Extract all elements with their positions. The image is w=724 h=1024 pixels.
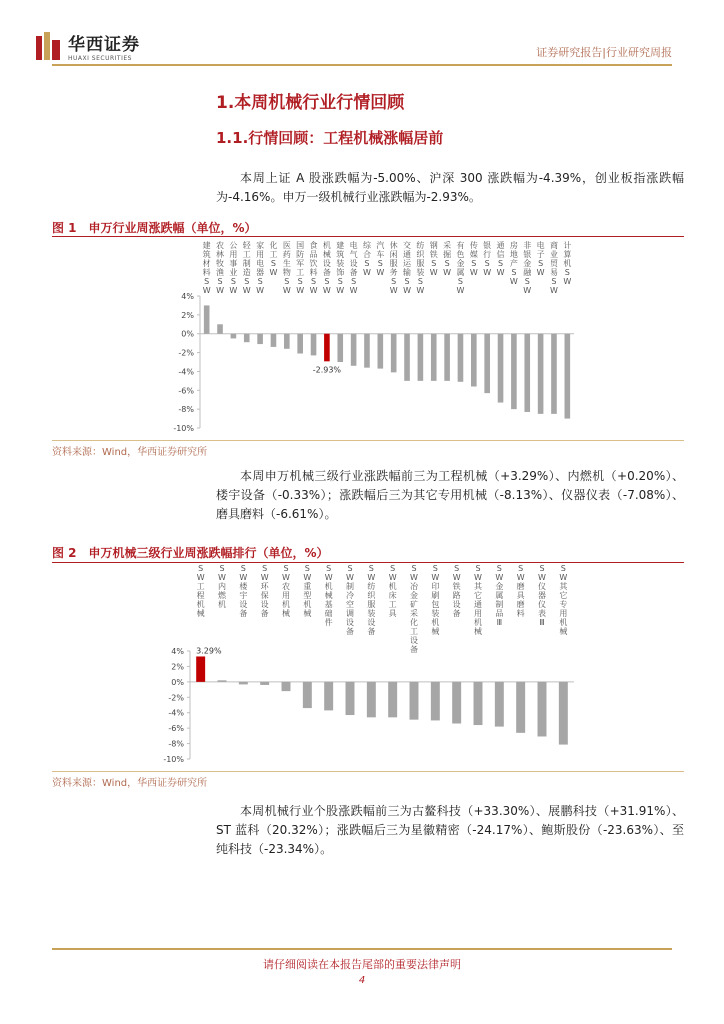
paragraph-stocks: 本周机械行业个股涨跌幅前三为古鳌科技（+33.30%）、展鹏科技（+31.91%）、ST 蓝科（20.32%）；涨跌幅后三为星徽精密（-24.17%）、鲍斯股份（-23.63%）、至纯科技（-23.34%）。 bbox=[216, 804, 684, 856]
subsection-heading: 1.1.行情回顾：工程机械涨幅居前 bbox=[216, 129, 444, 147]
bar bbox=[495, 682, 504, 727]
page-number: 4 bbox=[358, 975, 366, 986]
bar bbox=[471, 334, 477, 387]
category-label: S W 制冷空调设备 bbox=[346, 564, 354, 636]
bar bbox=[551, 334, 557, 414]
bar bbox=[498, 334, 504, 403]
figure-1-chart bbox=[52, 238, 684, 438]
bar bbox=[244, 334, 250, 342]
paragraph-sub-industry: 本周申万机械三级行业涨跌幅前三为工程机械（+3.29%）、内燃机（+0.20%）、楼宇设备（-0.33%）；涨跌幅后三为其它专用机械（-8.13%）、仪器仪表（-7.08%）、磨具磨料（-6.61%）。 bbox=[216, 469, 684, 521]
figure-2-source: 资料来源：Wind，华西证券研究所 bbox=[52, 778, 208, 789]
figure-2-bottom-rule bbox=[52, 771, 684, 772]
category-label: S W 铁路设备 bbox=[452, 564, 461, 618]
y-tick-label: -4% bbox=[168, 708, 184, 718]
category-label: S W 内燃机 bbox=[218, 564, 226, 609]
category-label: S W 纺织服装设备 bbox=[367, 564, 376, 636]
section-heading: 1.本周机械行业行情回顾 bbox=[216, 93, 405, 113]
bar bbox=[404, 334, 410, 381]
y-tick-label: 0% bbox=[171, 677, 184, 687]
y-tick-label: -8% bbox=[168, 739, 184, 749]
category-label: S W 工程机械 bbox=[196, 564, 205, 618]
bar bbox=[565, 334, 571, 419]
bar bbox=[410, 682, 419, 720]
category-label: 商业贸易 S W bbox=[549, 241, 558, 295]
category-label: S W 环保设备 bbox=[260, 564, 269, 618]
bar bbox=[431, 682, 440, 721]
category-label: S W 仪器仪表 Ⅲ bbox=[538, 564, 546, 627]
bar bbox=[324, 334, 330, 362]
y-tick-label: -6% bbox=[168, 724, 184, 734]
company-logo bbox=[36, 30, 140, 62]
bar bbox=[559, 682, 568, 745]
bar bbox=[418, 334, 424, 381]
bar bbox=[231, 334, 237, 339]
y-tick-label: 4% bbox=[171, 647, 184, 656]
bar bbox=[297, 334, 303, 354]
y-tick-label: -6% bbox=[178, 386, 194, 396]
category-label: 轻工制造 S W bbox=[242, 241, 251, 295]
bar bbox=[444, 334, 450, 381]
bar bbox=[524, 334, 530, 412]
category-label: 汽车 S W bbox=[376, 241, 385, 277]
figure-1-title: 申万行业周涨跌幅（单位，%） bbox=[88, 221, 257, 235]
category-label: 农林牧渔 S W bbox=[216, 241, 225, 295]
header-divider bbox=[52, 64, 672, 66]
category-label: 休闲服务 S W bbox=[389, 241, 398, 295]
category-label: S W 冶金矿采化工设备 bbox=[410, 564, 418, 654]
category-label: S W 金属制品 Ⅲ bbox=[495, 564, 504, 627]
bar bbox=[511, 334, 517, 409]
bar bbox=[337, 334, 343, 362]
category-label: 家用电器 S W bbox=[256, 241, 265, 295]
bar bbox=[217, 324, 223, 333]
category-label: 建筑装饰 S W bbox=[336, 241, 345, 295]
category-label: 采掘 S W bbox=[443, 241, 452, 277]
figure-2-caption bbox=[52, 544, 329, 561]
bar bbox=[351, 334, 357, 366]
figure-2-title: 申万机械三级行业周涨跌幅排行（单位，%） bbox=[88, 546, 329, 560]
category-label: 电气设备 S W bbox=[349, 241, 358, 295]
report-type-label: 证券研究报告|行业研究周报 bbox=[536, 46, 672, 59]
bar bbox=[484, 334, 490, 393]
bar bbox=[367, 682, 376, 717]
bar bbox=[284, 334, 290, 349]
bar bbox=[324, 682, 333, 711]
y-tick-label: -2% bbox=[178, 348, 194, 358]
highlight-data-label: 3.29% bbox=[196, 646, 222, 656]
category-label: 国防军工 S W bbox=[296, 241, 305, 295]
logo-name-en: HUAXI SECURITIES bbox=[68, 55, 132, 62]
category-label: 计算机 S W bbox=[563, 241, 572, 286]
bar bbox=[516, 682, 525, 733]
y-tick-label: 0% bbox=[181, 329, 194, 339]
logo-mark-icon bbox=[36, 32, 62, 60]
category-label: 交通运输 S W bbox=[403, 241, 412, 295]
category-label: S W 其它专用机械 bbox=[559, 564, 568, 636]
bar bbox=[391, 334, 397, 373]
bar bbox=[538, 682, 547, 737]
bar bbox=[452, 682, 461, 724]
figure-2-chart bbox=[52, 563, 684, 770]
y-tick-label: 4% bbox=[181, 292, 194, 301]
y-tick-label: -10% bbox=[163, 755, 184, 764]
bar bbox=[282, 682, 291, 691]
y-tick-label: -10% bbox=[173, 424, 194, 433]
bar bbox=[303, 682, 312, 708]
bar bbox=[311, 334, 317, 356]
category-label: 食品饮料 S W bbox=[309, 241, 318, 295]
category-label: S W 楼宇设备 bbox=[239, 564, 248, 618]
category-label: 建筑材料 S W bbox=[202, 241, 211, 295]
category-label: S W 其它通用机械 bbox=[474, 564, 482, 636]
category-label: S W 机床工具 bbox=[388, 564, 397, 618]
bar bbox=[239, 682, 248, 685]
category-label: S W 重型机械 bbox=[303, 564, 312, 618]
bar bbox=[196, 656, 205, 681]
category-label: 医药生物 S W bbox=[282, 241, 291, 295]
category-label: S W 磨具磨料 bbox=[516, 564, 525, 618]
category-label: 机械设备 S W bbox=[322, 241, 331, 295]
category-label: 化工 S W bbox=[269, 241, 278, 277]
bar bbox=[431, 334, 437, 381]
bar bbox=[257, 334, 263, 344]
bar bbox=[204, 305, 210, 333]
category-label: S W 农用机械 bbox=[282, 564, 290, 618]
category-label: 公用事业 S W bbox=[229, 241, 238, 295]
bar bbox=[260, 682, 269, 685]
bar bbox=[378, 334, 384, 369]
bar bbox=[538, 334, 544, 414]
bar bbox=[271, 334, 277, 347]
category-label: 通信 S W bbox=[496, 241, 505, 277]
y-tick-label: 2% bbox=[171, 662, 184, 672]
bar bbox=[474, 682, 483, 725]
logo-name-cn: 华西证券 bbox=[68, 35, 140, 55]
category-label: 电子 S W bbox=[536, 241, 545, 277]
category-label: 钢铁 S W bbox=[429, 241, 438, 277]
category-label: S W 印刷包装机械 bbox=[431, 564, 440, 636]
y-tick-label: 2% bbox=[181, 310, 194, 320]
category-label: 综合 S W bbox=[362, 241, 371, 277]
bar bbox=[364, 334, 370, 368]
bar bbox=[388, 682, 397, 717]
footer-divider bbox=[52, 948, 672, 950]
figure-1-top-rule bbox=[52, 236, 684, 237]
figure-1-bottom-rule bbox=[52, 440, 684, 441]
figure-1-label: 图 1 bbox=[52, 221, 77, 235]
figure-2-label: 图 2 bbox=[52, 546, 77, 560]
category-label: 房地产 S W bbox=[509, 241, 518, 286]
bar bbox=[346, 682, 355, 715]
category-label: 银行 S W bbox=[483, 241, 492, 277]
category-label: 传媒 S W bbox=[469, 241, 478, 277]
bar bbox=[218, 680, 227, 682]
category-label: S W 机械基础件 bbox=[324, 564, 333, 627]
figure-1-caption bbox=[52, 219, 257, 236]
y-tick-label: -8% bbox=[178, 405, 194, 415]
bar bbox=[458, 334, 464, 382]
category-label: 非银金融 S W bbox=[523, 241, 532, 295]
y-tick-label: -4% bbox=[178, 367, 194, 377]
category-label: 纺织服装 S W bbox=[416, 241, 425, 295]
category-label: 有色金属 S W bbox=[456, 241, 465, 295]
paragraph-market-overview: 本周上证 A 股涨跌幅为-5.00%、沪深 300 涨跌幅为-4.39%，创业板指涨跌幅为-4.16%。申万一级机械行业涨跌幅为-2.93%。 bbox=[216, 171, 684, 204]
figure-1-source: 资料来源：Wind，华西证券研究所 bbox=[52, 447, 208, 458]
highlight-data-label: -2.93% bbox=[312, 365, 342, 375]
legal-notice: 请仔细阅读在本报告尾部的重要法律声明 bbox=[263, 958, 461, 971]
y-tick-label: -2% bbox=[168, 693, 184, 703]
